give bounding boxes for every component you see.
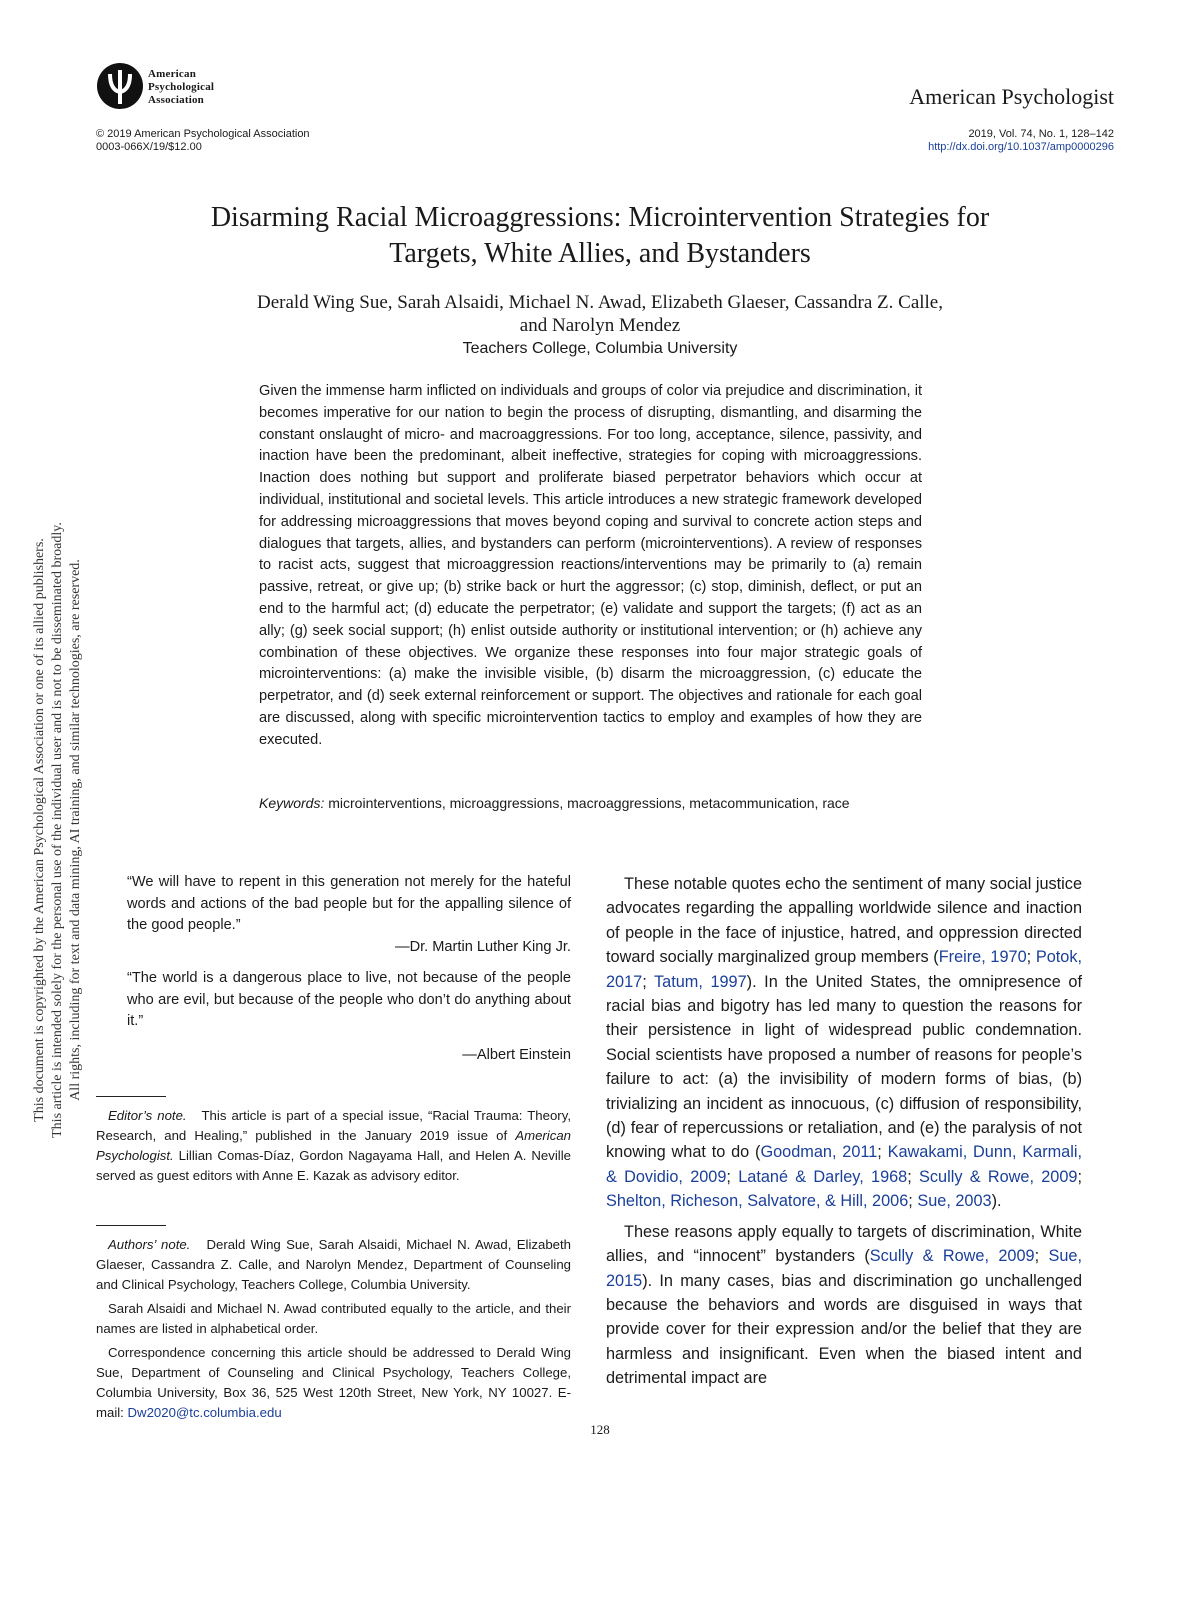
publisher-name	[148, 68, 214, 107]
title-line: Targets, White Allies, and Bystanders	[389, 238, 811, 269]
epigraph-quote: “We will have to repent in this generation not merely for the hateful words and actions of the bad people but for the appalling silence of the good people.”	[127, 874, 571, 933]
footnote-divider	[96, 1096, 166, 1097]
publisher-line: Association	[148, 94, 204, 106]
authors-line: Derald Wing Sue, Sarah Alsaidi, Michael N. Awad, Elizabeth Glaeser, Cassandra Z. Calle,	[257, 292, 943, 313]
publisher-line: American	[148, 68, 197, 80]
citation-link[interactable]: Sue, 2003	[917, 1192, 992, 1211]
abstract: Given the immense harm inflicted on individuals and groups of color via prejudice and discrimination, it becomes imperative for our nation to begin the process of disrupting, dismantling, and disarming the constant onslaught of micro- and macroaggressions. For too long, acceptance, silence, passivity, and inaction have been the predominant, albeit ineffective, strategies for coping with microaggressions. Inaction does nothing but support and proliferate biased perpetrator behaviors which occur at individual, institutional and societal levels. This article introduces a new strategic framework developed for addressing microaggressions that moves beyond coping and survival to concrete action steps and dialogues that targets, allies, and bystanders can perform (microinterventions). A review of responses to racist acts, suggest that microaggression reactions/interventions may be primarily to (a) remain passive, retreat, or give up; (b) strike back or hurt the aggressor; (c) stop, diminish, deflect, or put an end to the harmful act; (d) educate the perpetrator; (e) validate and support the targets; (f) act as an ally; (g) seek social support; (h) enlist outside authority or institutional intervention; or (h) achieve any combination of these objectives. We organize these responses into four major strategic goals of microinterventions: (a) make the invisible visible, (b) disarm the microaggression, (c) educate the perpetrator, and (d) seek external reinforcement or support. The objectives and rationale for each goal are discussed, along with specific microintervention tactics to employ and examples of how they are executed.	[259, 383, 922, 748]
citation-block	[928, 128, 1114, 154]
citation-link[interactable]: Kawakami, Dunn, Karmali, & Dovidio, 2009	[606, 1143, 1082, 1186]
body-paragraph: These reasons apply equally to targets of discrimination, White allies, and “innocent” bystanders (Scully & Rowe, 2009; Sue, 2015). In many cases, bias and discrimination go unchallenged because the behaviors and words are disguised in ways that provide cover for their expression and/or the belief that they are harmless and insignificant. Even when the biased intent and detrimental impact are	[606, 1222, 1082, 1388]
keywords-label: Keywords:	[259, 795, 325, 811]
copyright: © 2019 American Psychological Association	[96, 128, 310, 140]
editors-note-label: Editor’s note.	[108, 1108, 187, 1123]
body-paragraph: These notable quotes echo the sentiment of many social justice advocates regarding the appalling worldwide silence and inaction of people in the face of injustice, hatred, and oppression directed toward socially marginalized group members (Freire, 1970; Potok, 2017; Tatum, 1997). In the United States, the omnipresence of racial bias and bigotry has led many to question the reasons for their persistence in light of widespread public condemnation. Social scientists have proposed a number of reasons for people’s failure to act: (a) the invisibility of modern forms of bias, (b) trivializing an incident as innocuous, (c) diffusion of responsibility, (d) fear of repercussions or retaliation, and (e) the paralysis of not knowing what to do (Goodman, 2011; Kawakami, Dunn, Karmali, & Dovidio, 2009; Latané & Darley, 1968; Scully & Rowe, 2009; Shelton, Richeson, Salvatore, & Hill, 2006; Sue, 2003).	[606, 875, 1082, 1211]
publisher-line: Psychological	[148, 81, 215, 93]
editors-note-journal: American Psychologist.	[96, 1128, 571, 1163]
editors-note	[96, 1106, 571, 1186]
body-text	[606, 872, 1082, 1391]
journal-name: American Psychologist	[909, 84, 1114, 109]
keywords	[259, 794, 939, 812]
citation-link[interactable]: Shelton, Richeson, Salvatore, & Hill, 2006	[606, 1192, 909, 1211]
authors-note-label: Authors’ note.	[108, 1237, 191, 1252]
volume-pages: 2019, Vol. 74, No. 1, 128–142	[968, 128, 1114, 140]
citation-link[interactable]: Freire, 1970	[938, 948, 1027, 967]
doi-link[interactable]: http://dx.doi.org/10.1037/amp0000296	[928, 141, 1114, 153]
editors-note-text: Lillian Comas-Díaz, Gordon Nagayama Hall, and Helen A. Neville served as guest editors with Anne E. Kazak as advisory editor.	[96, 1148, 571, 1183]
citation-link[interactable]: Goodman, 2011	[760, 1143, 878, 1162]
author-list	[100, 291, 1100, 337]
citation-link[interactable]: Potok, 2017	[606, 948, 1082, 991]
issn: 0003-066X/19/$12.00	[96, 141, 202, 153]
title-line: Disarming Racial Microaggressions: Microintervention Strategies for	[210, 202, 990, 233]
citation-link[interactable]: Scully & Rowe, 2009	[919, 1167, 1078, 1186]
authors-line: and Narolyn Mendez	[519, 315, 681, 336]
side-notice-line: This document is copyrighted by the American Psychological Association or one of its allied publishers.	[32, 538, 47, 1122]
authors-note-correspondence: Correspondence concerning this article should be addressed to Derald Wing Sue, Department of Counseling and Clinical Psychology, Teachers College, Columbia University, Box 36, 525 West 120th Street, New York, NY 10027. E-mail:	[96, 1345, 571, 1420]
body-text-run: These reasons apply equally to targets of discrimination, White allies, and “innocent” bystanders (	[606, 1222, 1082, 1266]
epigraph-author: —Dr. Martin Luther King Jr.	[394, 938, 571, 955]
page-number: 128	[590, 1422, 610, 1437]
citation-link[interactable]: Tatum, 1997	[654, 972, 747, 991]
body-text-run: These notable quotes echo the sentiment of many social justice advocates regarding the appalling worldwide silence and inaction of people in the face of injustice, hatred, and oppression directed toward socially marginalized group members (	[606, 875, 1082, 967]
email-link[interactable]: Dw2020@tc.columbia.edu	[127, 1405, 282, 1420]
psi-logo-icon	[96, 62, 144, 110]
citation-link[interactable]: Sue, 2015	[606, 1247, 1082, 1290]
footnote-divider	[96, 1225, 166, 1226]
epigraph-quote: “The world is a dangerous place to live, not because of the people who are evil, but because of the people who don’t do anything about it.”	[127, 970, 571, 1029]
keywords-list: microinterventions, microaggressions, macroaggressions, metacommunication, race	[328, 795, 850, 811]
affiliation: Teachers College, Columbia University	[462, 340, 738, 357]
epigraph-author: —Albert Einstein	[462, 1046, 571, 1063]
citation-link[interactable]: Latané & Darley, 1968	[738, 1167, 908, 1186]
apa-logo	[96, 62, 236, 118]
side-notice-line: This article is intended solely for the personal use of the individual user and is not to be disseminated broadly.	[50, 522, 65, 1138]
authors-note	[96, 1235, 571, 1423]
side-notice-line: All rights, including for text and data mining, AI training, and similar technologies, are reserved.	[68, 559, 83, 1101]
copyright-block	[96, 128, 310, 154]
citation-link[interactable]: Scully & Rowe, 2009	[869, 1247, 1035, 1266]
body-text-run: ). In many cases, bias and discrimination go unchallenged because the behaviors and words are disguised in ways that provide cover for their expression and/or the belief that they are harmless and insignificant. Even when the biased intent and detrimental impact are	[606, 1271, 1082, 1388]
article-title	[100, 200, 1100, 272]
authors-note-contribution: Sarah Alsaidi and Michael N. Awad contributed equally to the article, and their names are listed in alphabetical order.	[96, 1301, 571, 1336]
authors-note-affiliation: Derald Wing Sue, Sarah Alsaidi, Michael N. Awad, Elizabeth Glaeser, Cassandra Z. Calle, and Narolyn Mendez, Department of Counseling and Clinical Psychology, Teachers College, Columbia University.	[96, 1237, 571, 1292]
editors-note-text: This article is part of a special issue, “Racial Trauma: Theory, Research, and Healing,” published in the January 2019 issue of	[96, 1108, 571, 1143]
body-text-run: ). In the United States, the omnipresence of racial bias and bigotry has led many to question the reasons for their persistence in light of widespread public condemnation. Social scientists have proposed a number of reasons for people’s failure to act: (a) the invisibility of modern forms of bias, (b) trivializing an incident as innocuous, (c) diffusion of responsibility, (d) fear of repercussions or retaliation, and (e) the paralysis of not knowing what to do (	[606, 972, 1082, 1162]
epigraphs	[127, 872, 571, 1066]
